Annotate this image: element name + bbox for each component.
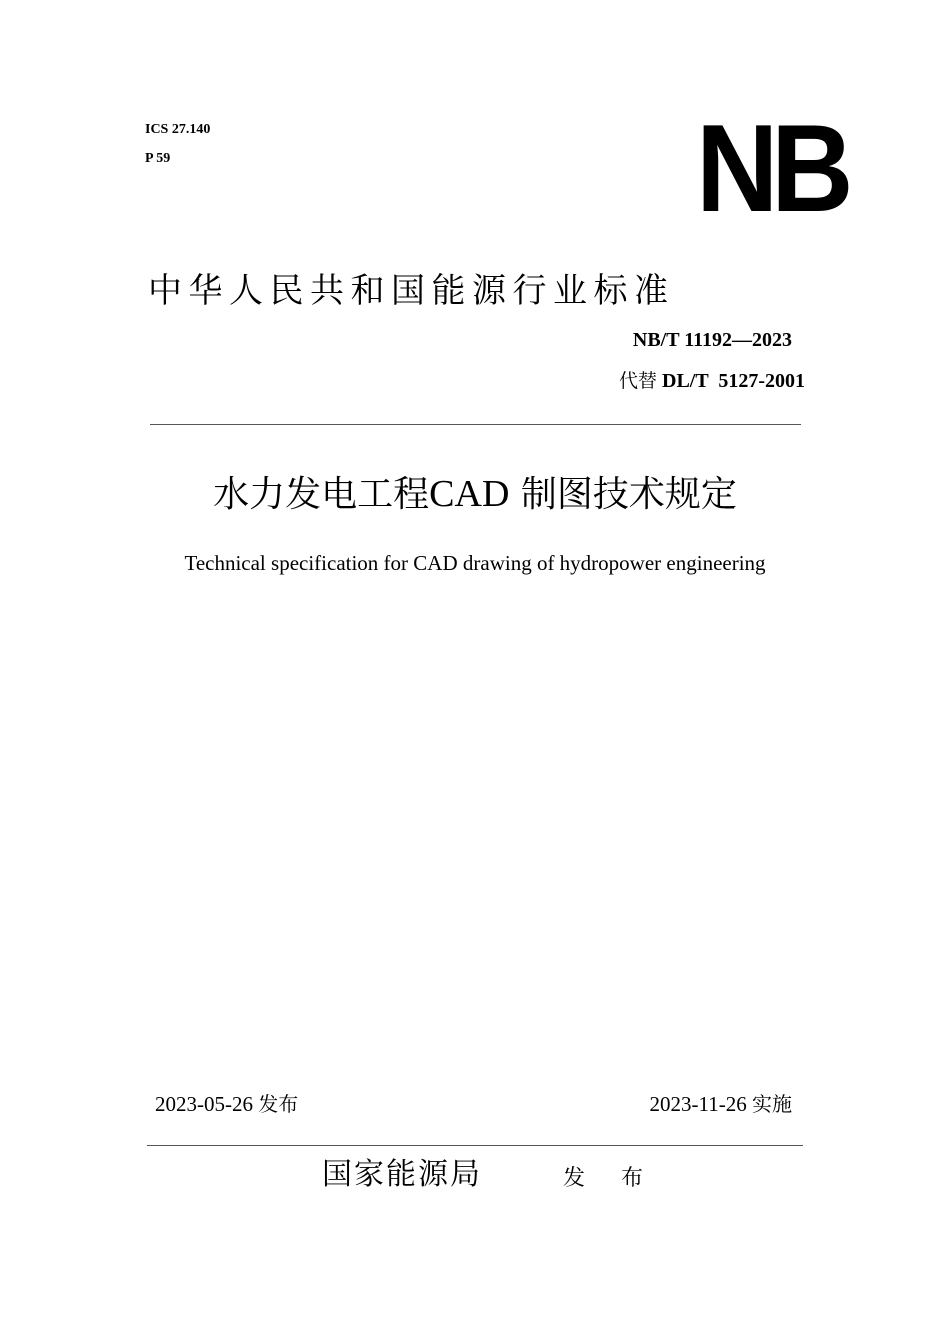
issue-date-label: 发布: [258, 1092, 299, 1116]
title-cn-part2: 制图技术规定: [520, 474, 737, 515]
issue-word: 发布: [563, 1166, 680, 1191]
top-divider: [150, 424, 801, 425]
replaces-standard: [619, 368, 805, 394]
issuing-authority: 国家能源局: [322, 1157, 482, 1192]
ics-code: ICS 27.140: [145, 122, 211, 137]
replaces-prefix: 代替: [619, 370, 658, 392]
title-english: Technical specification for CAD drawing of hydropower engineering: [184, 551, 766, 575]
title-chinese: [0, 468, 950, 521]
bottom-divider: [147, 1145, 803, 1146]
replaces-code: DL/T 5127-2001: [657, 370, 805, 392]
issue-date: [155, 1090, 298, 1118]
standard-number: NB/T 11192—2023: [632, 329, 792, 351]
implement-date: [650, 1090, 792, 1118]
implement-date-value: 2023-11-26: [649, 1092, 747, 1116]
nb-logo: NB: [695, 100, 846, 238]
title-cn-latin: CAD: [429, 473, 510, 515]
issue-date-value: 2023-05-26: [155, 1092, 253, 1116]
ccs-code: P 59: [145, 151, 171, 166]
standard-category: 中华人民共和国能源行业标准: [148, 271, 675, 311]
title-cn-part1: 水力发电工程: [213, 474, 430, 515]
implement-date-label: 实施: [752, 1092, 792, 1116]
